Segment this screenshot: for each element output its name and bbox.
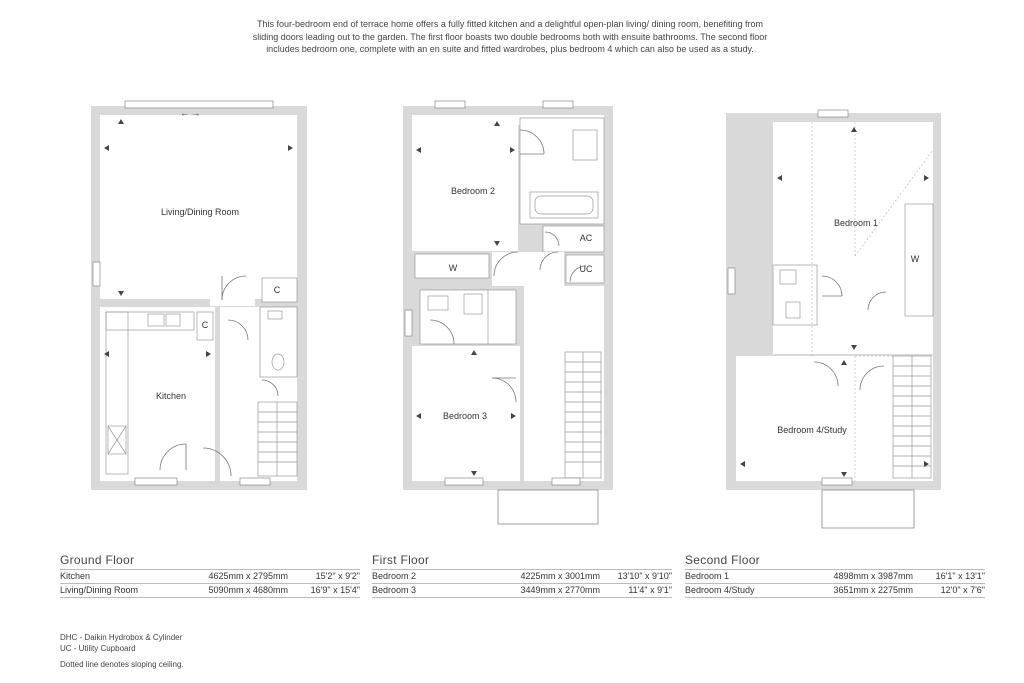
- floor-title: First Floor: [372, 553, 430, 567]
- ground-floor-schedule: [60, 553, 360, 598]
- cupboard-label-ac: AC: [579, 233, 593, 243]
- property-description: This four-bedroom end of terrace home offers a fully fitted kitchen and a delightful open-plan living/ dining room, benefiting from sliding doors leading out to the garden. The first floor boasts two double bedrooms both with ensuite bathrooms. The second floor includes bedroom one, complete with an en suite and fitted wardrobes, plus bedroom 4 which can also be used as a study.: [252, 19, 768, 54]
- room-label-bedroom4: Bedroom 4/Study: [777, 425, 847, 435]
- room-label-bedroom2: Bedroom 2: [450, 186, 496, 196]
- wardrobe-label-w2: W: [910, 254, 920, 264]
- second-floor-plan: [726, 110, 941, 528]
- note-sloping: Dotted line denotes sloping ceiling.: [60, 660, 184, 669]
- wardrobe-label-w1: W: [448, 263, 458, 273]
- table-row: Bedroom 1 4898mm x 3987mm 16'1" x 13'1": [685, 571, 985, 581]
- room-label-living: Living/Dining Room: [160, 207, 240, 217]
- table-row: Kitchen 4625mm x 2795mm 15'2" x 9'2": [60, 571, 360, 581]
- note-uc: UC - Utility Cupboard: [60, 644, 136, 653]
- table-row: Bedroom 3 3449mm x 2770mm 11'4" x 9'1": [372, 583, 672, 598]
- table-row: Living/Dining Room 5090mm x 4680mm 16'9" x 15'4": [60, 583, 360, 598]
- note-dhc: DHC - Daikin Hydrobox & Cylinder: [60, 633, 183, 642]
- floor-title: Ground Floor: [60, 553, 135, 567]
- room-label-bedroom3: Bedroom 3: [442, 411, 488, 421]
- cupboard-label-c1: C: [273, 285, 281, 295]
- room-label-kitchen: Kitchen: [155, 391, 187, 401]
- svg-text:← →: ← →: [180, 108, 201, 118]
- plan-notes: [60, 632, 184, 670]
- table-row: Bedroom 2 4225mm x 3001mm 13'10" x 9'10": [372, 571, 672, 581]
- table-row: Bedroom 4/Study 3651mm x 2275mm 12'0" x 7'6": [685, 583, 985, 598]
- cupboard-label-uc: UC: [579, 264, 593, 274]
- room-label-bedroom1: Bedroom 1: [833, 218, 879, 228]
- first-floor-plan: [403, 101, 613, 524]
- floor-title: Second Floor: [685, 553, 760, 567]
- first-floor-schedule: [372, 553, 672, 598]
- second-floor-schedule: [685, 553, 985, 598]
- cupboard-label-c2: C: [201, 320, 209, 330]
- ground-floor-plan: [91, 101, 307, 490]
